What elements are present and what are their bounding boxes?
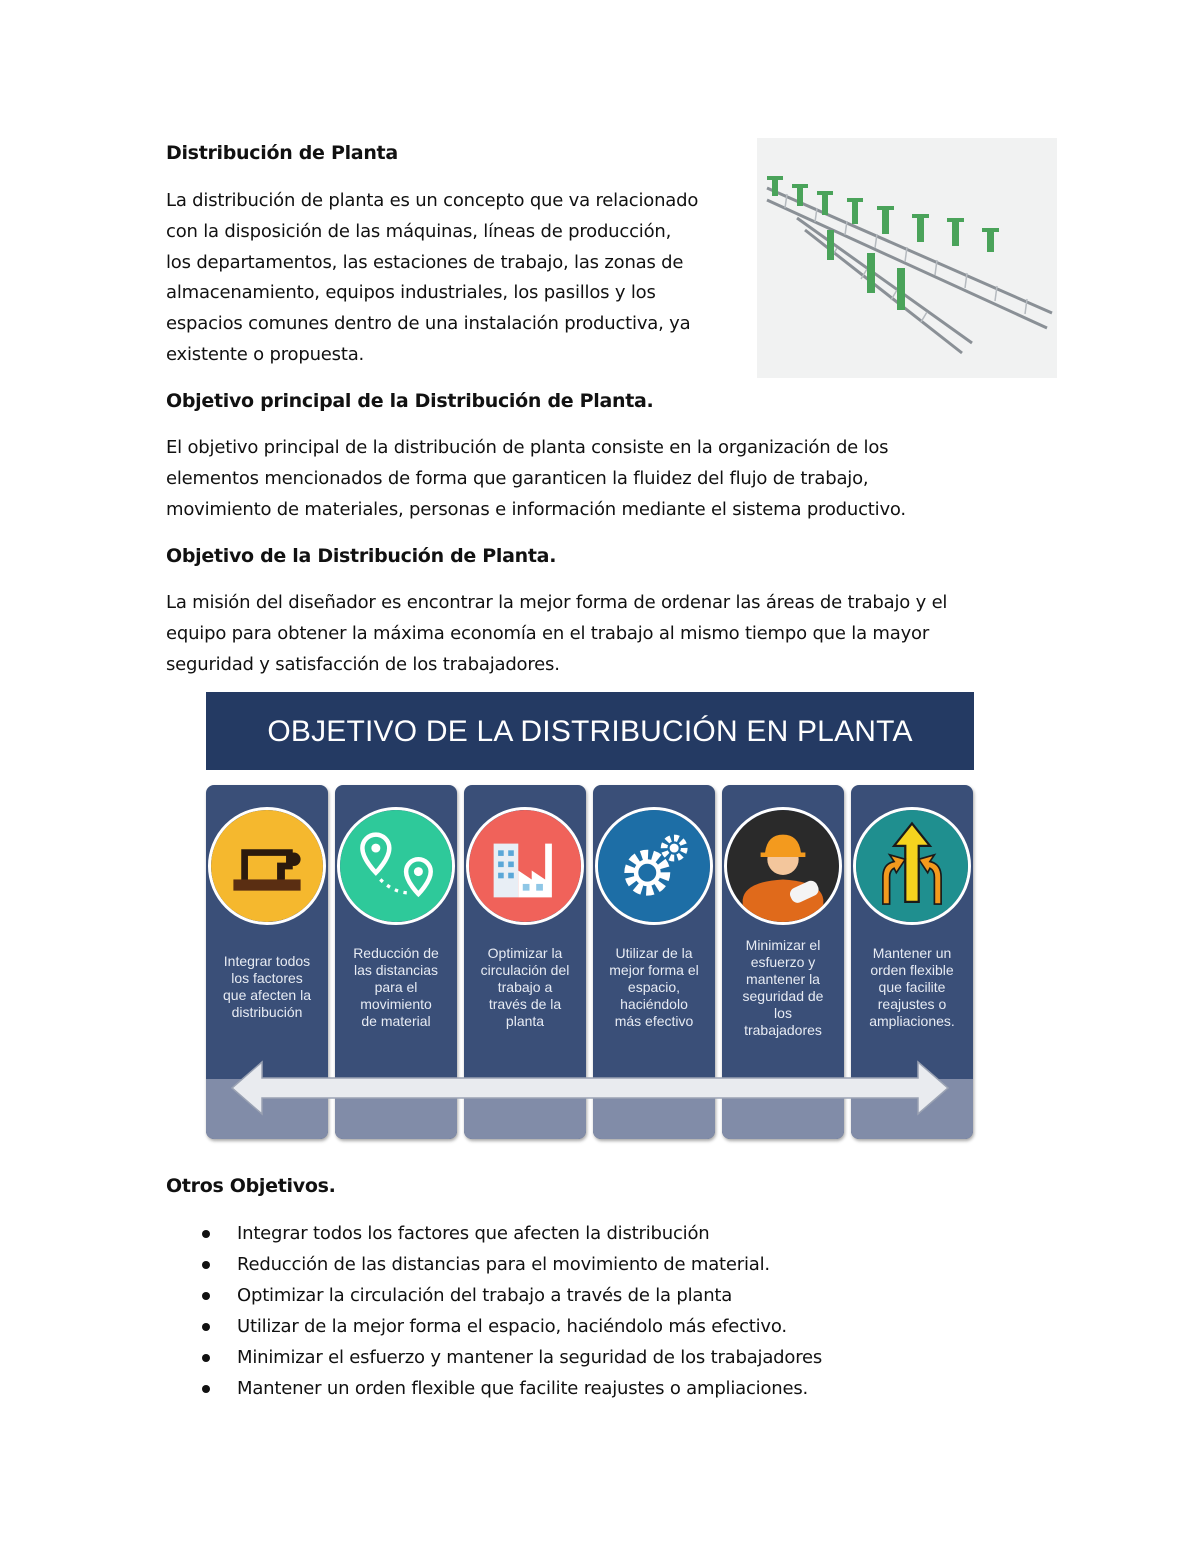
bullet-icon (202, 1354, 210, 1362)
objective-line: elementos mencionados de forma que garanticen la fluidez del flujo de trabajo, (166, 467, 869, 489)
sewing-machine-icon (208, 807, 326, 925)
list-item: Mantener un orden flexible que facilite reajustes o ampliaciones. (166, 1373, 1066, 1404)
worker-icon (724, 807, 842, 925)
bullet-icon (202, 1385, 210, 1393)
objective-line: movimiento de materiales, personas e información mediante el sistema productivo. (166, 498, 906, 520)
list-item: Reducción de las distancias para el movimiento de material. (166, 1249, 1066, 1280)
heading-objetivo: Objetivo de la Distribución de Planta. (166, 545, 557, 567)
arrows-icon (853, 807, 971, 925)
infographic-column-text: Minimizar el esfuerzo y mantener la seguridad de los trabajadores (742, 937, 824, 1038)
infographic-column-text: Reducción de las distancias para el movimiento de material (353, 945, 439, 1029)
other-objectives-list (166, 1218, 1066, 1404)
bullet-icon (202, 1230, 210, 1238)
conveyor-image (757, 138, 1057, 378)
mission-line: seguridad y satisfacción de los trabajadores. (166, 653, 560, 675)
intro-line: espacios comunes dentro de una instalación productiva, ya (166, 313, 691, 335)
objective-paragraph (166, 433, 1046, 525)
mission-line: La misión del diseñador es encontrar la mejor forma de ordenar las áreas de trabajo y el (166, 592, 948, 613)
infographic-column-text: Optimizar la circulación del trabajo a través de la planta (480, 945, 570, 1029)
infographic-title-bar (206, 692, 974, 770)
intro-line: existente o propuesta. (166, 343, 365, 365)
mission-line: equipo para obtener la máxima economía en el trabajo al mismo tiempo que la mayor (166, 622, 930, 644)
list-item: Optimizar la circulación del trabajo a través de la planta (166, 1280, 1066, 1311)
mission-paragraph (166, 588, 1046, 680)
intro-line: con la disposición de las máquinas, líneas de producción, (166, 220, 672, 242)
intro-line: almacenamiento, equipos industriales, los pasillos y los (166, 282, 656, 304)
intro-line: La distribución de planta es un concepto que va relacionado (166, 190, 699, 211)
intro-paragraph (166, 186, 746, 371)
infographic-column-text: Mantener un orden flexible que facilite reajustes o ampliaciones. (869, 945, 955, 1029)
infographic-column-text: Utilizar de la mejor forma el espacio, haciéndolo más efectivo (609, 945, 699, 1029)
list-item: Utilizar de la mejor forma el espacio, haciéndolo más efectivo. (166, 1311, 1066, 1342)
infographic-title: OBJETIVO DE LA DISTRIBUCIÓN EN PLANTA (267, 715, 913, 748)
objective-line: El objetivo principal de la distribución de planta consiste en la organización de los (166, 437, 889, 458)
heading-otros-objetivos: Otros Objetivos. (166, 1175, 336, 1197)
infographic-column-text: Integrar todos los factores que afecten la distribución (223, 953, 311, 1020)
list-item: Minimizar el esfuerzo y mantener la seguridad de los trabajadores (166, 1342, 1066, 1373)
bullet-icon (202, 1292, 210, 1300)
intro-line: los departamentos, las estaciones de trabajo, las zonas de (166, 251, 684, 273)
bullet-icon (202, 1323, 210, 1331)
heading-distribucion-planta: Distribución de Planta (166, 142, 398, 164)
heading-objetivo-principal: Objetivo principal de la Distribución de Planta. (166, 390, 654, 412)
list-item: Integrar todos los factores que afecten la distribución (166, 1218, 1066, 1249)
factory-icon (466, 807, 584, 925)
gears-icon (595, 807, 713, 925)
infographic (203, 692, 977, 1144)
double-arrow-icon (230, 1058, 950, 1118)
location-pins-icon (337, 807, 455, 925)
bullet-icon (202, 1261, 210, 1269)
